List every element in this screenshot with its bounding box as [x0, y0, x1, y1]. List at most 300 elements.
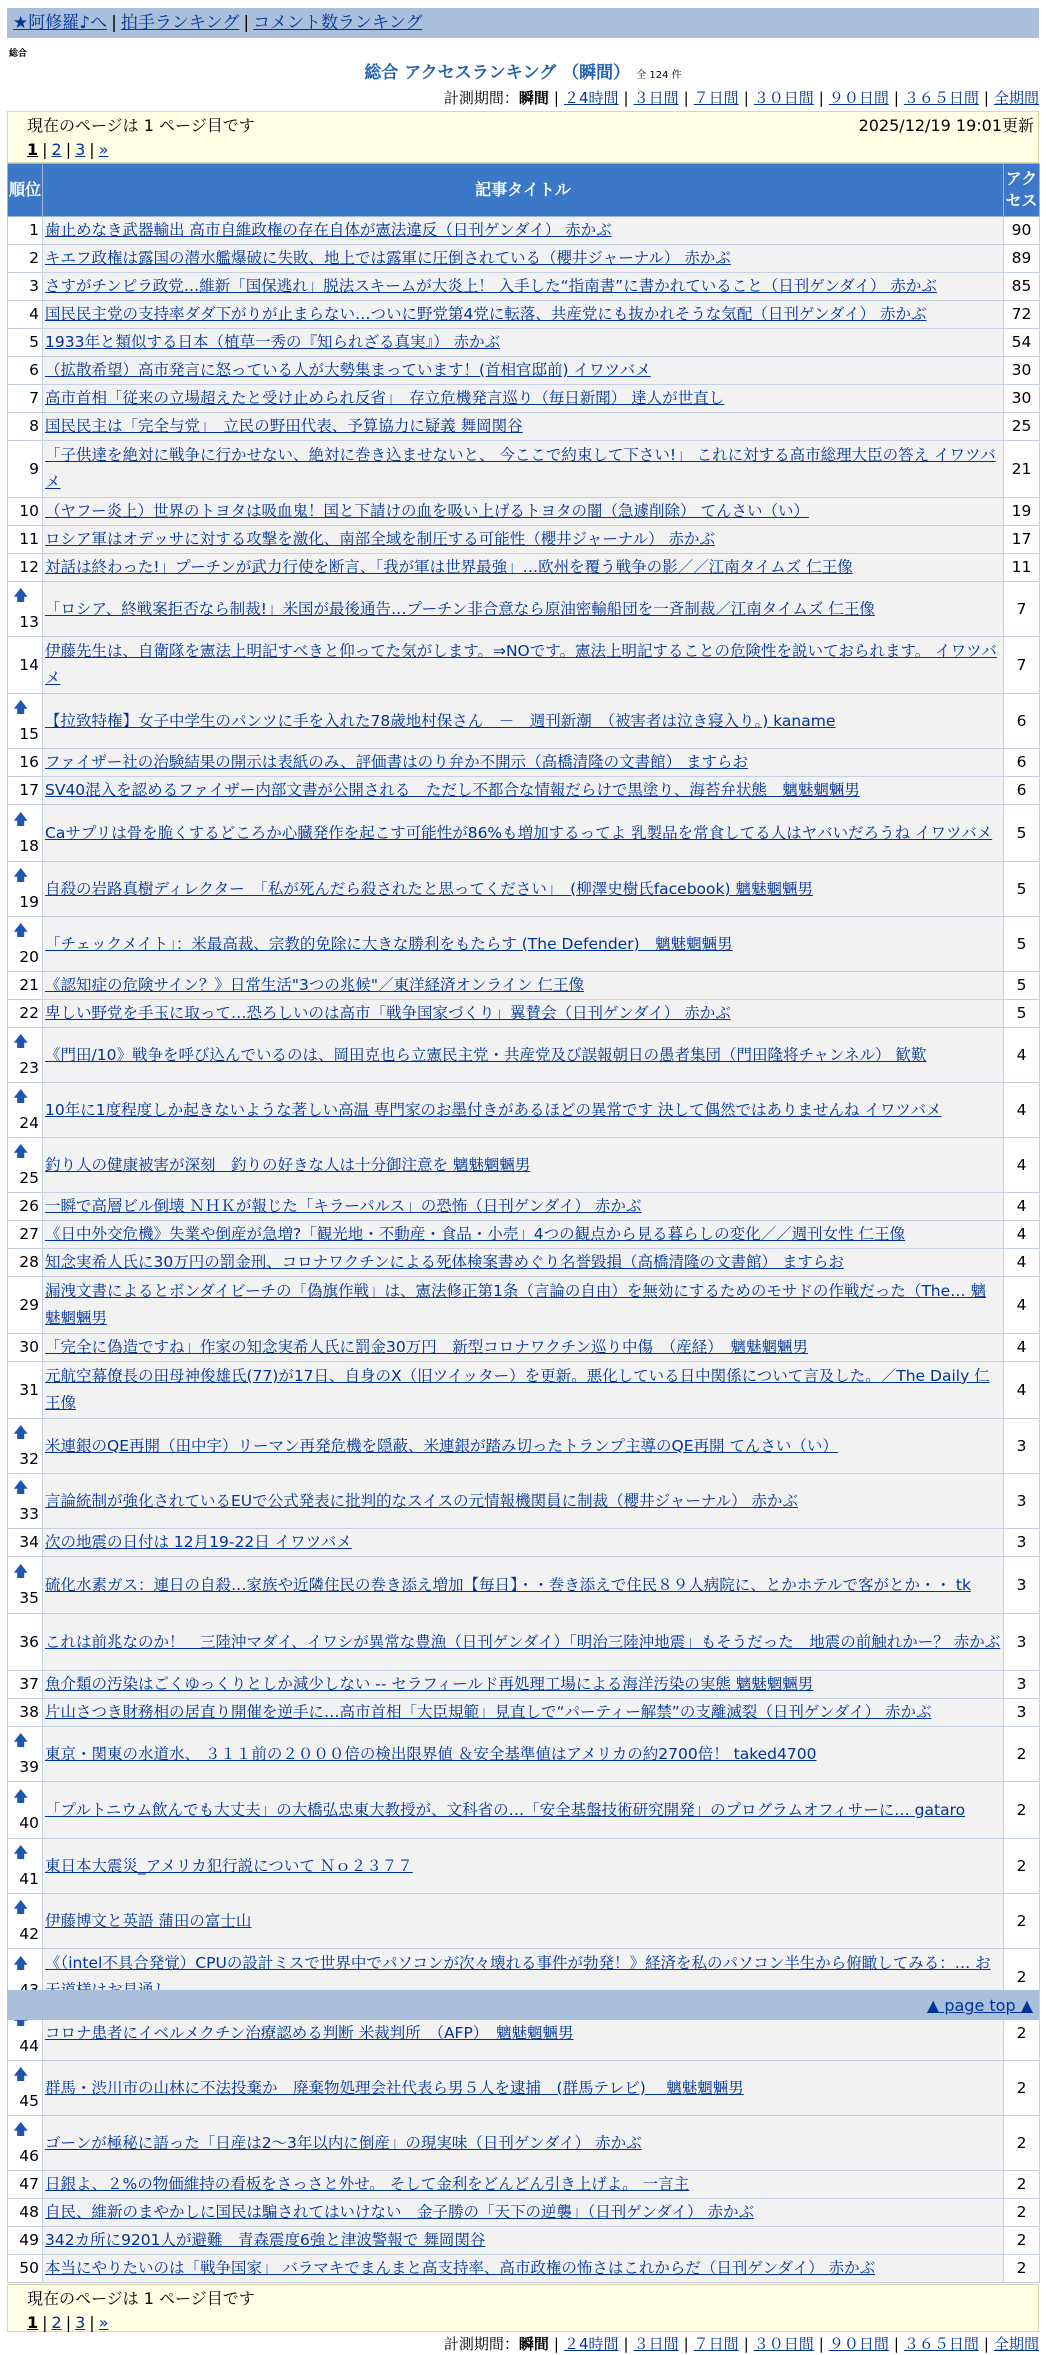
article-link[interactable]: 日銀よ、２%の物価維持の看板をさっさと外せ。 そして金利をどんどん引き上げよ。 一言主: [45, 2175, 690, 2193]
table-row: [8, 582, 1040, 637]
updated-timestamp: 2025/12/19 19:01更新: [858, 116, 1034, 135]
rank-cell: [8, 357, 43, 385]
title-cell: [43, 1782, 1004, 1839]
rank-cell: [8, 1419, 43, 1474]
rank-cell: [8, 582, 43, 637]
table-row: [8, 498, 1040, 526]
access-count: 3: [1004, 1557, 1040, 1614]
title-cell: [43, 1474, 1004, 1529]
title-cell: [43, 917, 1004, 972]
article-link[interactable]: （拡散希望）高市発言に怒っている人が大勢集まっています！(首相官邸前) イワツバメ: [45, 361, 651, 379]
article-link[interactable]: 高市首相「従来の立場超えたと受け止められ反省」 存立危機発言巡り（毎日新聞） 達人が世直し: [45, 389, 725, 407]
rank-up-arrow-icon: 🡅: [13, 1423, 29, 1441]
title-cell: [43, 972, 1004, 1000]
pager: [27, 138, 1019, 162]
article-link[interactable]: 本当にやりたいのは「戦争国家」 バラマキでまんまと高支持率、高市政権の怖さはこれからだ（日刊ゲンダイ） 赤かぶ: [45, 2259, 876, 2277]
article-link[interactable]: 伊藤博文と英語 蒲田の富士山: [45, 1911, 252, 1930]
access-count: 5: [1004, 917, 1040, 972]
title-cell: [43, 1334, 1004, 1362]
rank-cell: [8, 1221, 43, 1249]
title-cell: [43, 273, 1004, 301]
rank-cell: [8, 972, 43, 1000]
col-access-header: アクセス: [1004, 164, 1040, 217]
title-cell: [43, 1000, 1004, 1028]
article-link[interactable]: 国民民主党の支持率ダダ下がりが止まらない…ついに野党第4党に転落、共産党にも抜かれそうな気配（日刊ゲンダイ） 赤かぶ: [45, 305, 927, 323]
article-link[interactable]: さすがチンピラ政党…維新「国保逃れ」脱法スキームが大炎上！ 入手した“指南書”に書かれていること（日刊ゲンダイ） 赤かぶ: [45, 277, 937, 295]
period-link-6[interactable]: ３６５日間: [903, 2335, 979, 2353]
table-row: [8, 1894, 1040, 1949]
title-cell: [43, 441, 1004, 498]
article-link[interactable]: 魚介類の汚染はごくゆっくりとしか減少しない -- セラフィールド再処理工場による海洋汚染の実態 魑魅魍魎男: [45, 1675, 814, 1693]
title-cell: [43, 357, 1004, 385]
rank-cell: [8, 1699, 43, 1727]
rank-cell: [8, 1193, 43, 1221]
rank-number: 1: [29, 221, 39, 239]
article-link[interactable]: Caサプリは骨を脆くするどころか心臓発作を起こす可能性が86%も増加するってよ 乳製品を常食してる人はヤバいだろうね イワツバメ: [45, 823, 993, 842]
title-cell: [43, 1193, 1004, 1221]
access-count: 4: [1004, 1138, 1040, 1193]
comment-ranking-link[interactable]: コメント数ランキング: [253, 13, 423, 33]
rank-up-arrow-icon: 🡅: [13, 1731, 29, 1749]
period-link-2[interactable]: ３日間: [633, 89, 679, 107]
rank-up-arrow-icon: 🡅: [13, 1843, 29, 1861]
article-link[interactable]: 自殺の岩路真樹ディレクター 「私が死んだら殺されたと思ってください」 (柳澤史樹氏facebook) 魑魅魍魎男: [45, 879, 813, 898]
title-cell: [43, 1839, 1004, 1894]
access-count: 2: [1004, 2006, 1040, 2061]
article-link[interactable]: 《（intel不具合発覚）CPUの設計ミスで世界中でパソコンが次々壊れる事件が勃発！》経済を私のパソコン半生から俯瞰してみる：… お: [45, 1954, 991, 1972]
rank-number: 50: [19, 2259, 39, 2277]
page-link-2[interactable]: 2: [51, 140, 62, 159]
rank-number: 47: [19, 2175, 39, 2193]
period-separator: |: [983, 2335, 989, 2353]
next-page-link[interactable]: »: [98, 2313, 109, 2332]
table-row: [8, 329, 1040, 357]
rank-number: 18: [19, 837, 39, 855]
table-row: [8, 694, 1040, 749]
rank-cell: [8, 385, 43, 413]
title-cell: [43, 554, 1004, 582]
rank-number: 16: [19, 753, 39, 771]
article-link[interactable]: 東京・関東の水道水、 ３１１前の２０００倍の検出限界値 ＆安全基準値はアメリカの約2700倍！ taked4700: [45, 1744, 817, 1763]
title-cell: [43, 1419, 1004, 1474]
rank-up-arrow-icon: 🡅: [13, 866, 29, 884]
table-row: [8, 917, 1040, 972]
rank-up-arrow-icon: 🡅: [13, 698, 29, 716]
table-row: [8, 1334, 1040, 1362]
article-link[interactable]: 言論統制が強化されているEUで公式発表に批判的なスイスの元情報機関員に制裁（櫻井ジャーナル） 赤かぶ: [45, 1491, 799, 1510]
title-cell: [43, 2171, 1004, 2199]
rank-cell: [8, 805, 43, 862]
table-row: [8, 1474, 1040, 1529]
title-cell: [43, 245, 1004, 273]
period-link-1[interactable]: ２4時間: [563, 2335, 619, 2353]
table-row: [8, 1277, 1040, 1334]
access-count: 4: [1004, 1249, 1040, 1277]
title-cell: [43, 1727, 1004, 1782]
article-link[interactable]: 自民、維新のまやかしに国民は騙されてはいけない 金子勝の「天下の逆襲」（日刊ゲンダイ） 赤かぶ: [45, 2203, 754, 2221]
table-row: [8, 1000, 1040, 1028]
article-link[interactable]: 「子供達を絶対に戦争に行かせない、絶対に巻き込ませないと、 今ここで約束して下さい!」 これに対する高市総理大臣の答え イワツバメ: [45, 446, 996, 491]
rank-cell: [8, 749, 43, 777]
rank-number: 42: [19, 1925, 39, 1943]
article-link[interactable]: 米連銀のQE再開（田中宇）リーマン再発危機を隠蔽、米連銀が踏み切ったトランプ主導のQE再開 てんさい（い）: [45, 1436, 838, 1455]
table-row: [8, 1557, 1040, 1614]
article-link[interactable]: 知念実希人氏に30万円の罰金刑、コロナワクチンによる死体検案書めぐり名誉毀損（高橋清隆の文書館） ますらお: [45, 1253, 844, 1271]
article-link[interactable]: 《日中外交危機》失業や倒産が急増?「観光地・不動産・食品・小売」4つの観点から見る暮らしの変化／／週刊女性 仁王像: [45, 1225, 906, 1243]
access-count: 5: [1004, 805, 1040, 862]
article-link[interactable]: ゴーンが極秘に語った「日産は2～3年以内に倒産」の現実味（日刊ゲンダイ） 赤かぶ: [45, 2133, 642, 2152]
current-page: 1: [27, 140, 39, 159]
rank-number: 28: [19, 1253, 39, 1271]
rank-number: 20: [19, 948, 39, 966]
title-cell: [43, 1028, 1004, 1083]
rank-cell: [8, 1782, 43, 1839]
page-info-bottom: [7, 2284, 1039, 2332]
title-cell: [43, 1277, 1004, 1334]
period-link-5[interactable]: ９０日間: [828, 2335, 889, 2353]
period-separator: |: [553, 2335, 559, 2353]
title-cell: [43, 2116, 1004, 2171]
period-separator: |: [983, 89, 989, 107]
rank-cell: [8, 1894, 43, 1949]
access-count: 3: [1004, 1699, 1040, 1727]
article-link[interactable]: 釣り人の健康被害が深刻 釣りの好きな人は十分御注意を 魑魅魍魎男: [45, 1155, 531, 1174]
period-link-7[interactable]: 全期間: [993, 89, 1039, 107]
access-count: 5: [1004, 972, 1040, 1000]
article-link[interactable]: 1933年と類似する日本（植草一秀の『知られざる真実』） 赤かぶ: [45, 333, 501, 351]
access-count: 85: [1004, 273, 1040, 301]
access-count: 30: [1004, 357, 1040, 385]
period-link-2[interactable]: ３日間: [633, 2335, 679, 2353]
access-count: 2: [1004, 2227, 1040, 2255]
rank-up-arrow-icon: 🡅: [13, 1478, 29, 1496]
access-count: 54: [1004, 329, 1040, 357]
rank-number: 7: [29, 389, 39, 407]
period-link-3[interactable]: ７日間: [693, 2335, 739, 2353]
rank-number: 34: [19, 1533, 39, 1551]
access-count: 6: [1004, 694, 1040, 749]
table-row: [8, 1138, 1040, 1193]
table-row: [8, 749, 1040, 777]
article-link[interactable]: 「チェックメイト」：米最高裁、宗教的免除に大きな勝利をもたらす (The Defender) 魑魅魍魎男: [45, 934, 733, 953]
title-cell: [43, 1557, 1004, 1614]
table-row: [8, 217, 1040, 245]
table-row: [8, 1727, 1040, 1782]
article-link[interactable]: 東日本大震災_アメリカ犯行説について Ｎｏ２３７７: [45, 1856, 413, 1875]
page-status-text-bottom: 現在のページは 1 ページ目です: [27, 2289, 255, 2308]
rank-cell: [8, 273, 43, 301]
title-cell: [43, 385, 1004, 413]
rank-cell: [8, 1614, 43, 1671]
period-link-4[interactable]: ３０日間: [753, 89, 814, 107]
access-count: 7: [1004, 637, 1040, 694]
period-link-6[interactable]: ３６５日間: [903, 89, 979, 107]
rank-number: 29: [19, 1295, 39, 1314]
title-cell: [43, 413, 1004, 441]
access-count: 4: [1004, 1193, 1040, 1221]
page-title: [7, 62, 1039, 87]
rank-cell: [8, 554, 43, 582]
rank-number: 13: [19, 613, 39, 631]
period-separator: |: [743, 2335, 749, 2353]
title-cell: [43, 805, 1004, 862]
rank-number: 17: [19, 781, 39, 799]
rank-number: 22: [19, 1004, 39, 1022]
ranking-table: [7, 163, 1040, 2283]
access-count: 2: [1004, 1894, 1040, 1949]
rank-cell: [8, 1000, 43, 1028]
table-row: [8, 1249, 1040, 1277]
table-row: [8, 1529, 1040, 1557]
item-count: 全 124 件: [636, 70, 682, 81]
article-link[interactable]: 国民民主は「完全与党」 立民の野田代表、予算協力に疑義 舞岡関谷: [45, 417, 523, 435]
table-row: [8, 385, 1040, 413]
title-cell: [43, 1894, 1004, 1949]
rank-number: 32: [19, 1450, 39, 1468]
pager-separator: |: [89, 2313, 95, 2332]
access-count: 4: [1004, 1083, 1040, 1138]
period-label: 計測期間：: [443, 2335, 519, 2353]
rank-cell: [8, 526, 43, 554]
access-count: 2: [1004, 1782, 1040, 1839]
rank-up-arrow-icon: 🡅: [13, 2065, 29, 2083]
period-separator: |: [623, 89, 629, 107]
page-link-2[interactable]: 2: [51, 2313, 62, 2332]
pager-separator: |: [89, 140, 95, 159]
rank-number: 36: [19, 1632, 39, 1651]
table-row: [8, 301, 1040, 329]
ranking-table-body: [8, 217, 1040, 2283]
access-count: 4: [1004, 1221, 1040, 1249]
article-link[interactable]: 伊藤先生は、自衛隊を憲法上明記すべきと仰ってた気がします。⇒NOです。憲法上明記することの危険性を説いておられます。 イワツバメ: [45, 642, 997, 687]
rank-number: 44: [19, 2037, 39, 2055]
period-separator: |: [818, 89, 824, 107]
access-count: 4: [1004, 1362, 1040, 1419]
rank-cell: [8, 1334, 43, 1362]
rank-cell: [8, 2255, 43, 2283]
title-cell: [43, 2199, 1004, 2227]
article-link[interactable]: 卑しい野党を手玉に取って…恐ろしいのは高市「戦争国家づくり」翼賛会（日刊ゲンダイ） 赤かぶ: [45, 1004, 731, 1022]
rank-up-arrow-icon: 🡅: [13, 1087, 29, 1105]
period-link-3[interactable]: ７日間: [693, 89, 739, 107]
period-separator: |: [893, 89, 899, 107]
access-count: 21: [1004, 441, 1040, 498]
article-link[interactable]: 次の地震の日付は 12月19-22日 イワツバメ: [45, 1533, 352, 1551]
rank-number: 8: [29, 417, 39, 435]
article-link[interactable]: 歯止めなき武器輸出 高市自維政権の存在自体が憲法違反（日刊ゲンダイ） 赤かぶ: [45, 221, 612, 239]
title-cell: [43, 526, 1004, 554]
rank-cell: [8, 329, 43, 357]
article-link[interactable]: 「ロシア、終戦案拒否なら制裁!」米国が最後通告…プーチン非合意なら原油密輸船団を一斉制裁／江南タイムズ 仁王像: [45, 599, 875, 618]
period-link-7[interactable]: 全期間: [993, 2335, 1039, 2353]
access-count: 6: [1004, 749, 1040, 777]
title-cell: [43, 1083, 1004, 1138]
rank-up-arrow-icon: 🡅: [13, 586, 29, 604]
table-row: [8, 1083, 1040, 1138]
access-count: 17: [1004, 526, 1040, 554]
rank-cell: [8, 1727, 43, 1782]
title-cell: [43, 329, 1004, 357]
rank-up-arrow-icon: 🡅: [13, 1142, 29, 1160]
title-cell: [43, 1614, 1004, 1671]
rank-number: 12: [19, 558, 39, 576]
table-row: [8, 441, 1040, 498]
table-row: [8, 1671, 1040, 1699]
rank-number: 4: [29, 305, 39, 323]
rank-cell: [8, 1839, 43, 1894]
access-count: 2: [1004, 2061, 1040, 2116]
col-rank-header: 順位: [8, 164, 43, 217]
title-cell: [43, 777, 1004, 805]
rank-cell: [8, 2116, 43, 2171]
period-separator: |: [683, 2335, 689, 2353]
article-link[interactable]: 「完全に偽造ですね」作家の知念実希人氏に罰金30万円 新型コロナワクチン巡り中傷 （産経） 魑魅魍魎男: [45, 1338, 808, 1356]
rank-number: 5: [29, 333, 39, 351]
article-link[interactable]: キエフ政権は露国の潜水艦爆破に失敗、地上では露軍に圧倒されている（櫻井ジャーナル） 赤かぶ: [45, 249, 731, 267]
access-count: 19: [1004, 498, 1040, 526]
access-count: 2: [1004, 1949, 1040, 2006]
table-row: [8, 2255, 1040, 2283]
rank-number: 15: [19, 725, 39, 743]
article-link[interactable]: 342カ所に9201人が避難 青森震度6強と津波警報で 舞岡関谷: [45, 2231, 486, 2249]
rank-number: 33: [19, 1505, 39, 1523]
rank-cell: [8, 498, 43, 526]
article-link[interactable]: 一瞬で高層ビル倒壊 ＮＨＫが報じた「キラーパルス」の恐怖（日刊ゲンダイ） 赤かぶ: [45, 1197, 642, 1215]
article-link[interactable]: 対話は終わった!」プーチンが武力行使を断言、「我が軍は世界最強」…欧州を覆う戦争の影／／江南タイムズ 仁王像: [45, 558, 853, 576]
rank-cell: [8, 245, 43, 273]
rank-cell: [8, 637, 43, 694]
page-top-link[interactable]: ▲ page top ▲: [926, 1996, 1033, 2015]
title-cell: [43, 498, 1004, 526]
period-current: 瞬間: [518, 89, 549, 107]
article-link[interactable]: ファイザー社の治験結果の開示は表紙のみ、評価書はのり弁か不開示（高橋清隆の文書館） ますらお: [45, 753, 749, 771]
access-count: 5: [1004, 1000, 1040, 1028]
rank-cell: [8, 441, 43, 498]
rank-number: 30: [19, 1338, 39, 1356]
rank-number: 38: [19, 1703, 39, 1721]
rank-cell: [8, 777, 43, 805]
period-link-4[interactable]: ３０日間: [753, 2335, 814, 2353]
page-link-3[interactable]: 3: [75, 140, 86, 159]
rank-number: 25: [19, 1169, 39, 1187]
home-link[interactable]: ★阿修羅♪へ: [13, 13, 108, 33]
title-cell: [43, 694, 1004, 749]
pager-separator: |: [42, 140, 48, 159]
table-row: [8, 1699, 1040, 1727]
title-cell: [43, 1362, 1004, 1419]
rank-number: 49: [19, 2231, 39, 2249]
period-link-1[interactable]: ２4時間: [563, 89, 619, 107]
rank-number: 31: [19, 1380, 39, 1399]
rank-number: 48: [19, 2203, 39, 2221]
article-link[interactable]: 10年に1度程度しか起きないような著しい高温 専門家のお墨付きがあるほどの異常です 決して偶然ではありませんね イワツバメ: [45, 1100, 942, 1119]
table-row: [8, 2061, 1040, 2116]
title-cell: [43, 2061, 1004, 2116]
title-cell: [43, 301, 1004, 329]
table-row: [8, 972, 1040, 1000]
article-link[interactable]: ロシア軍はオデッサに対する攻撃を激化、南部全域を制圧する可能性（櫻井ジャーナル） 赤かぶ: [45, 530, 716, 548]
article-link[interactable]: 《認知症の危険サイン？》日常生活"3つの兆候"／東洋経済オンライン 仁王像: [45, 976, 584, 994]
next-page-link[interactable]: »: [98, 140, 109, 159]
access-count: 72: [1004, 301, 1040, 329]
article-link[interactable]: （ヤフー炎上）世界のトヨタは吸血鬼！国と下請けの血を吸い上げるトヨタの闇（急遽削除） てんさい（い）: [45, 502, 809, 520]
rank-cell: [8, 1138, 43, 1193]
table-row: [8, 2171, 1040, 2199]
rank-number: 37: [19, 1675, 39, 1693]
pager-separator: |: [65, 140, 72, 159]
rank-number: 46: [19, 2147, 39, 2165]
article-link[interactable]: 漏洩文書によるとボンダイビーチの「偽旗作戦」は、憲法修正第1条（言論の自由）を無効にするためのモサドの作戦だった（The… 魑魅魍魎男: [45, 1282, 987, 1327]
period-link-5[interactable]: ９０日間: [828, 89, 889, 107]
article-link[interactable]: 【拉致特権】女子中学生のパンツに手を入れた78歳地村保さん － 週刊新潮 （被害者は泣き寝入り。) kaname: [45, 711, 836, 730]
article-link[interactable]: コロナ患者にイベルメクチン治療認める判断 米裁判所 （AFP） 魑魅魍魎男: [45, 2023, 574, 2042]
top-nav-bar: [7, 8, 1039, 38]
access-count: 3: [1004, 1419, 1040, 1474]
rank-number: 10: [19, 502, 39, 520]
page-link-3[interactable]: 3: [75, 2313, 86, 2332]
table-row: [8, 1193, 1040, 1221]
ranking-title: 総合 アクセスランキング （瞬間）: [364, 63, 631, 83]
rank-up-arrow-icon: 🡅: [13, 1787, 29, 1805]
rank-cell: [8, 1671, 43, 1699]
rank-number: 11: [19, 530, 39, 548]
article-link[interactable]: 群馬・渋川市の山林に不法投棄か 廃棄物処理会社代表ら男５人を逮捕 (群馬テレビ) 魑魅魍魎男: [45, 2078, 744, 2097]
access-count: 3: [1004, 1614, 1040, 1671]
rank-number: 21: [19, 976, 39, 994]
access-count: 6: [1004, 777, 1040, 805]
article-link[interactable]: 「プルトニウム飲んでも大丈夫」の大橋弘忠東大教授が、文科省の…「安全基盤技術研究開発」のプログラムオフィサーに… gataro: [45, 1800, 966, 1819]
period-label: 計測期間：: [443, 89, 519, 107]
article-link[interactable]: SV40混入を認めるファイザー内部文書が公開される ただし不都合な情報だらけで黒塗り、海苔弁状態 魑魅魍魎男: [45, 781, 860, 799]
rank-cell: [8, 694, 43, 749]
rank-up-arrow-icon: 🡅: [13, 1898, 29, 1916]
access-count: 4: [1004, 1028, 1040, 1083]
rank-up-arrow-icon: 🡅: [13, 2120, 29, 2138]
rank-number: 39: [19, 1758, 39, 1776]
table-row: [8, 273, 1040, 301]
pager-separator: |: [65, 2313, 72, 2332]
rank-up-arrow-icon: 🡅: [13, 1954, 29, 1972]
article-link[interactable]: これは前兆なのか！ 三陸沖マダイ、イワシが異常な豊漁（日刊ゲンダイ）「明治三陸沖地震」もそうだった 地震の前触れかー？ 赤かぶ: [45, 1632, 1001, 1651]
rank-number: 9: [29, 459, 39, 478]
table-header-row: [8, 164, 1040, 217]
title-cell: [43, 1249, 1004, 1277]
article-link[interactable]: 《門田/10》戦争を呼び込んでいるのは、岡田克也ら立憲民主党・共産党及び誤報朝日の愚者集団（門田隆将チャンネル） 歓歎: [45, 1045, 927, 1064]
title-cell: [43, 1671, 1004, 1699]
article-link[interactable]: 元航空幕僚長の田母神俊雄氏(77)が17日、自身のX（旧ツイッター）を更新。悪化している日中関係について言及した。／The Daily 仁王像: [45, 1367, 990, 1412]
rank-cell: [8, 2199, 43, 2227]
period-separator: |: [553, 89, 559, 107]
access-count: 4: [1004, 1277, 1040, 1334]
table-row: [8, 245, 1040, 273]
rank-number: 27: [19, 1225, 39, 1243]
table-row: [8, 637, 1040, 694]
rank-up-arrow-icon: 🡅: [13, 810, 29, 828]
table-row: [8, 805, 1040, 862]
title-cell: [43, 749, 1004, 777]
title-cell: [43, 1221, 1004, 1249]
title-cell: [43, 862, 1004, 917]
period-separator: |: [893, 2335, 899, 2353]
table-row: [8, 1614, 1040, 1671]
rank-number: 24: [19, 1114, 39, 1132]
access-count: 2: [1004, 1727, 1040, 1782]
rank-cell: [8, 2061, 43, 2116]
article-link[interactable]: 硫化水素ガス：連日の自殺…家族や近隣住民の巻き添え増加【毎日】・・巻き添えで住民８９人病院に、とかホテルで客がとか・・ tk: [45, 1575, 971, 1594]
clap-ranking-link[interactable]: 拍手ランキング: [120, 13, 240, 33]
article-link[interactable]: 片山さつき財務相の居直り開催を逆手に…高市首相「大臣規範」見直しで“パーティー解禁”の支離滅裂（日刊ゲンダイ） 赤かぶ: [45, 1703, 932, 1721]
rank-number: 3: [29, 277, 39, 295]
